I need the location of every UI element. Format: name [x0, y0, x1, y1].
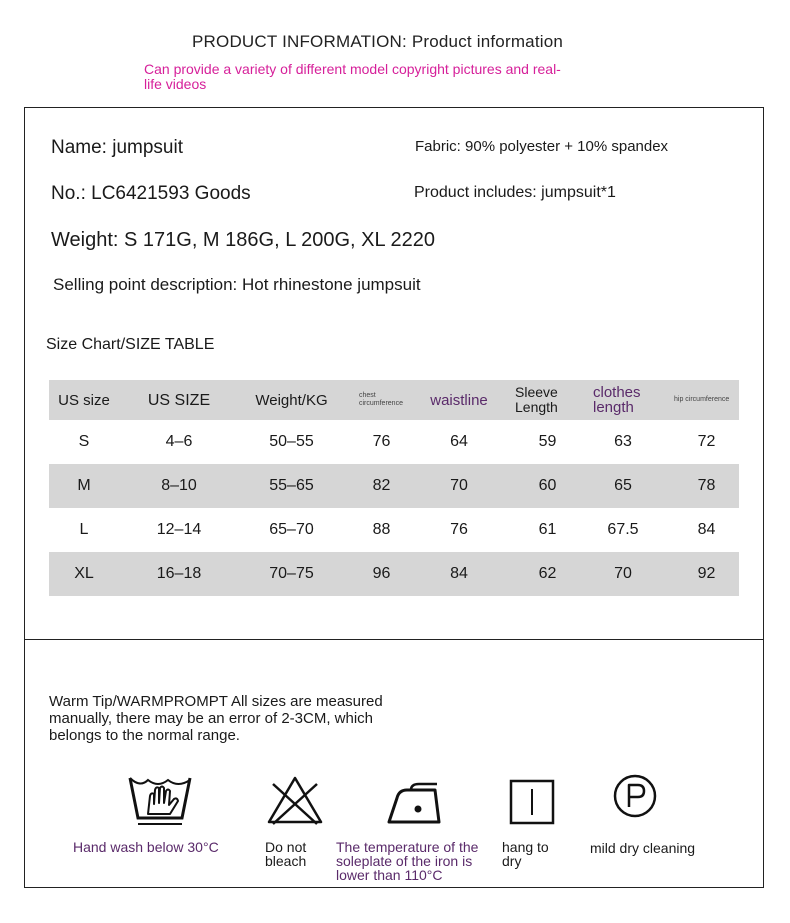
cell-sleeve: 59 — [538, 433, 557, 450]
care-label-hand-wash: Hand wash below 30°C — [73, 839, 219, 855]
product-number: No.: LC6421593 Goods — [51, 183, 251, 204]
header-sleeve-length: Sleeve Length — [515, 384, 558, 415]
cell-sleeve: 62 — [538, 565, 557, 582]
page-title: PRODUCT INFORMATION: Product information — [192, 32, 564, 51]
header-us-size-range: US SIZE — [147, 391, 211, 409]
table-row — [49, 508, 739, 552]
size-table-header — [49, 380, 739, 420]
header-weight: Weight/KG — [255, 391, 328, 409]
cell-hip: 84 — [697, 521, 716, 538]
hand-wash-icon — [128, 774, 192, 826]
care-label-dry-clean: mild dry cleaning — [590, 840, 696, 856]
table-row — [49, 552, 739, 596]
cell-us-range: 12–14 — [156, 521, 202, 538]
cell-us-size: XL — [74, 565, 94, 582]
care-label-no-bleach: Do not bleach — [265, 839, 307, 869]
cell-chest: 96 — [372, 565, 391, 582]
header-clothes-length: clothes length — [593, 384, 641, 416]
hang-dry-icon — [509, 779, 555, 825]
header-chest: chest circumference — [359, 392, 403, 407]
care-label-hang-dry: hang to dry — [502, 839, 549, 869]
cell-sleeve: 61 — [538, 521, 557, 538]
cell-sleeve: 60 — [538, 477, 557, 494]
size-table — [49, 380, 739, 596]
cell-us-size: L — [79, 521, 89, 538]
cell-weight: 50–55 — [269, 433, 314, 450]
cell-hip: 92 — [697, 565, 716, 582]
dry-clean-p-icon — [612, 773, 658, 819]
product-includes: Product includes: jumpsuit*1 — [414, 184, 616, 201]
cell-waist: 70 — [450, 477, 468, 494]
product-fabric: Fabric: 90% polyester + 10% spandex — [415, 138, 669, 155]
cell-hip: 78 — [697, 477, 716, 494]
size-chart-title: Size Chart/SIZE TABLE — [46, 336, 215, 353]
cell-chest: 88 — [372, 521, 391, 538]
product-name: Name: jumpsuit — [51, 137, 183, 158]
cell-waist: 84 — [450, 565, 468, 582]
cell-waist: 64 — [450, 433, 468, 450]
header-waistline: waistline — [430, 391, 488, 409]
warm-tip: Warm Tip/WARMPROMPT All sizes are measured manually, there may be an error of 2-3CM, which belongs to the normal range. — [49, 693, 383, 744]
cell-weight: 55–65 — [269, 477, 314, 494]
cell-us-range: 8–10 — [161, 477, 197, 494]
do-not-bleach-icon — [265, 774, 325, 826]
cell-length: 70 — [614, 565, 632, 582]
cell-us-range: 4–6 — [165, 433, 193, 450]
selling-point: Selling point description: Hot rhinestone jumpsuit — [53, 275, 421, 294]
table-row — [49, 464, 739, 508]
cell-chest: 76 — [372, 433, 391, 450]
cell-length: 65 — [614, 477, 632, 494]
cell-chest: 82 — [372, 477, 391, 494]
header-hip: hip circumference — [674, 396, 730, 403]
copyright-note: Can provide a variety of different model copyright pictures and real-life videos — [144, 61, 561, 92]
table-row — [49, 420, 739, 464]
cell-length: 67.5 — [607, 521, 639, 538]
cell-us-size: S — [78, 433, 90, 450]
cell-length: 63 — [614, 433, 632, 450]
cell-weight: 65–70 — [269, 521, 314, 538]
cell-us-size: M — [77, 477, 91, 494]
cell-hip: 72 — [697, 433, 716, 450]
cell-us-range: 16–18 — [156, 565, 202, 582]
iron-low-temperature-icon — [385, 782, 445, 826]
product-weight: Weight: S 171G, M 186G, L 200G, XL 2220 — [51, 229, 435, 251]
header-us-size: US size — [58, 391, 110, 409]
cell-waist: 76 — [450, 521, 468, 538]
care-label-iron: The temperature of the soleplate of the iron is lower than 110°C — [336, 839, 479, 883]
cell-weight: 70–75 — [269, 565, 314, 582]
